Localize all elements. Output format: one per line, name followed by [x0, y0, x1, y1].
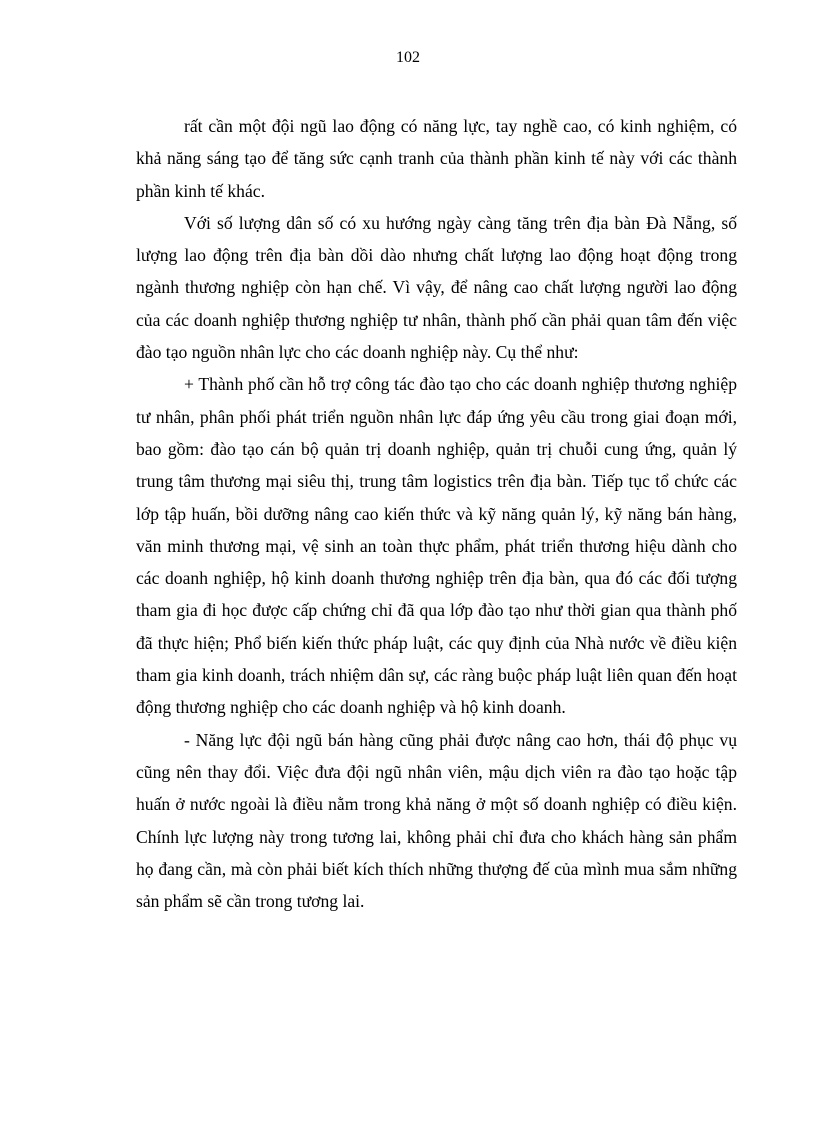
paragraph-sales-staff: - Năng lực đội ngũ bán hàng cũng phải được nâng cao hơn, thái độ phục vụ cũng nên thay đổi. Việc đưa đội ngũ nhân viên, mậu dịch viên ra đào tạo hoặc tập huấn ở nước ngoài là điều nằm trong khả năng ở một số doanh nghiệp có điều kiện. Chính lực lượng này trong tương lai, không phải chỉ đưa cho khách hàng sản phẩm họ đang cần, mà còn phải biết kích thích những thượng đế của mình mua sắm những sản phẩm sẽ cần trong tương lai. — [136, 729, 737, 912]
document-body — [136, 110, 737, 917]
paragraph-labor-quality: Với số lượng dân số có xu hướng ngày càng tăng trên địa bàn Đà Nẵng, số lượng lao động trên địa bàn dồi dào nhưng chất lượng lao động hoạt động trong ngành thương nghiệp còn hạn chế. Vì vậy, để nâng cao chất lượng người lao động của các doanh nghiệp thương nghiệp tư nhân, thành phố cần phải quan tâm đến việc đào tạo nguồn nhân lực cho các doanh nghiệp này. Cụ thể như: — [136, 212, 737, 363]
paragraph-training-support: + Thành phố cần hỗ trợ công tác đào tạo cho các doanh nghiệp thương nghiệp tư nhân, phân phối phát triển nguồn nhân lực đáp ứng yêu cầu trong giai đoạn mới, bao gồm: đào tạo cán bộ quản trị doanh nghiệp, quản trị chuỗi cung ứng, quản lý trung tâm thương mại siêu thị, trung tâm logistics trên địa bàn. Tiếp tục tổ chức các lớp tập huấn, bồi dưỡng nâng cao kiến thức và kỹ năng quản lý, kỹ năng bán hàng, văn minh thương mại, vệ sinh an toàn thực phẩm, phát triển thương hiệu dành cho các doanh nghiệp, hộ kinh doanh thương nghiệp trên địa bàn, qua đó các đối tượng tham gia đi học được cấp chứng chỉ đã qua lớp đào tạo như thời gian qua thành phố đã thực hiện; Phổ biến kiến thức pháp luật, các quy định của Nhà nước về điều kiện tham gia kinh doanh, trách nhiệm dân sự, các ràng buộc pháp luật liên quan đến hoạt động thương nghiệp cho các doanh nghiệp và hộ kinh doanh. — [136, 374, 737, 718]
page-number: 102 — [396, 49, 420, 66]
paragraph-intro-continuation: rất cần một đội ngũ lao động có năng lực, tay nghề cao, có kinh nghiệm, có khả năng sáng tạo để tăng sức cạnh tranh của thành phần kinh tế này với các thành phần kinh tế khác. — [136, 116, 737, 201]
